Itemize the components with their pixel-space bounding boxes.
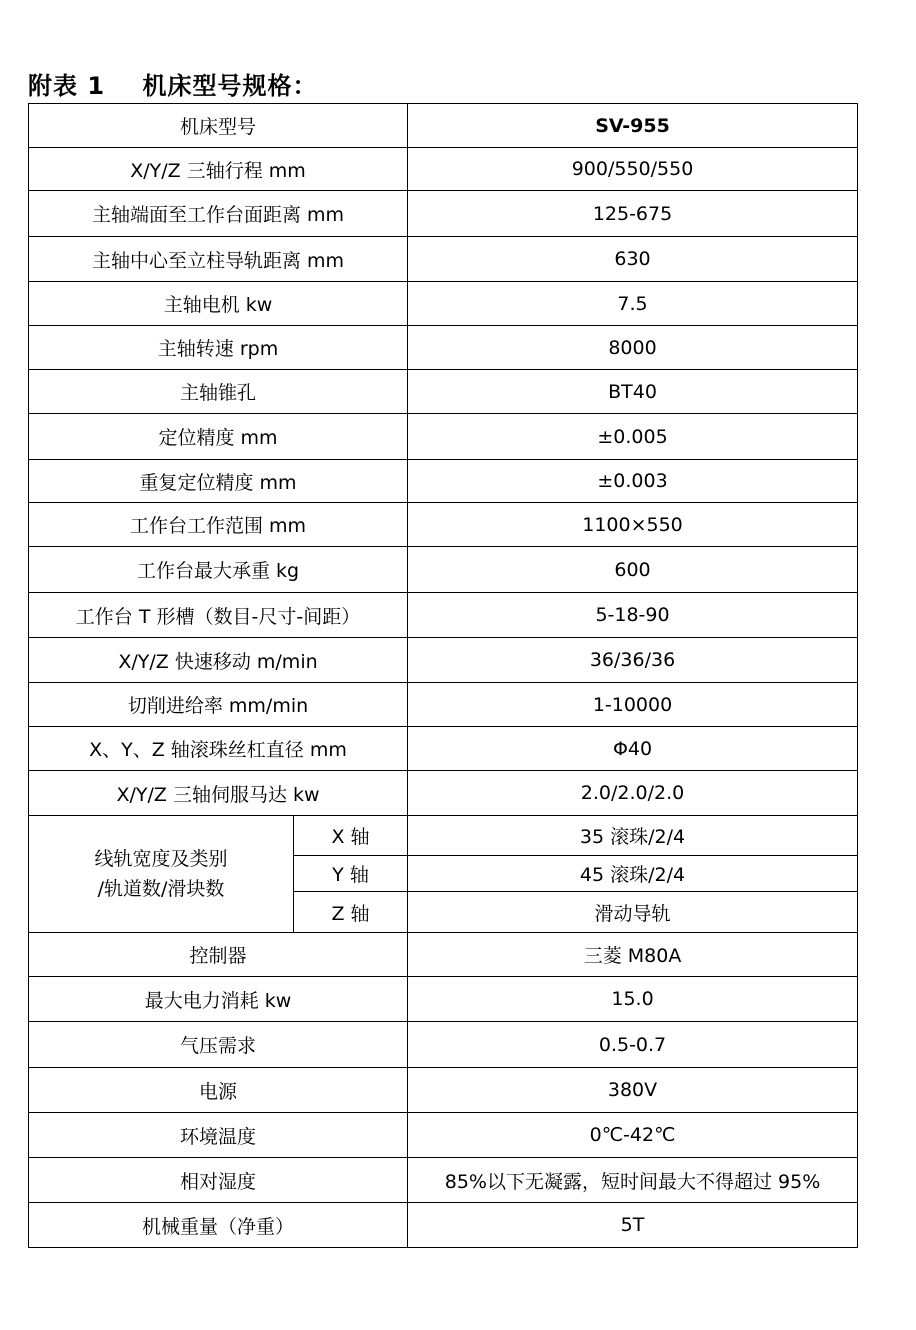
row-value: ±0.005 (408, 414, 858, 460)
row-value: 7.5 (408, 282, 858, 326)
rail-value: 35 滚珠/2/4 (408, 816, 858, 856)
row-label: 工作台工作范围 mm (29, 503, 408, 547)
row-value: 630 (408, 237, 858, 282)
rail-row-x (29, 816, 858, 856)
table-row (29, 771, 858, 816)
table-row (29, 1113, 858, 1158)
row-label: 电源 (29, 1068, 408, 1113)
row-value: 三菱 M80A (408, 933, 858, 977)
row-value: Φ40 (408, 727, 858, 771)
table-row (29, 1203, 858, 1248)
table-row (29, 237, 858, 282)
row-label: 机械重量（净重） (29, 1203, 408, 1248)
table-row (29, 282, 858, 326)
table-row (29, 933, 858, 977)
rail-label-line2: /轨道数/滑块数 (97, 878, 225, 900)
table-row (29, 148, 858, 191)
table-row (29, 593, 858, 638)
row-value: 36/36/36 (408, 638, 858, 683)
row-label: 主轴中心至立柱导轨距离 mm (29, 237, 408, 282)
table-row (29, 683, 858, 727)
table-row (29, 1022, 858, 1068)
rail-value: 滑动导轨 (408, 892, 858, 933)
header-model: SV-955 (408, 104, 858, 148)
row-label: 控制器 (29, 933, 408, 977)
row-value: 900/550/550 (408, 148, 858, 191)
spec-table (28, 103, 858, 1248)
row-value: 85%以下无凝露，短时间最大不得超过 95% (408, 1158, 858, 1203)
document-title: 附表 1 机床型号规格： (28, 72, 318, 100)
table-row (29, 326, 858, 370)
rail-value: 45 滚珠/2/4 (408, 856, 858, 892)
row-value: 5-18-90 (408, 593, 858, 638)
row-label: 相对湿度 (29, 1158, 408, 1203)
row-label: 定位精度 mm (29, 414, 408, 460)
row-label: 切削进给率 mm/min (29, 683, 408, 727)
row-value: 600 (408, 547, 858, 593)
row-value: 1-10000 (408, 683, 858, 727)
row-value: 0℃-42℃ (408, 1113, 858, 1158)
row-label: 主轴电机 kw (29, 282, 408, 326)
row-value: BT40 (408, 370, 858, 414)
header-label: 机床型号 (29, 104, 408, 148)
row-value: 8000 (408, 326, 858, 370)
row-label: 主轴锥孔 (29, 370, 408, 414)
table-row (29, 191, 858, 237)
row-label: X/Y/Z 三轴伺服马达 kw (29, 771, 408, 816)
rail-label-line1: 线轨宽度及类别 (94, 848, 228, 870)
table-row (29, 977, 858, 1022)
row-label: 工作台最大承重 kg (29, 547, 408, 593)
row-value: 2.0/2.0/2.0 (408, 771, 858, 816)
row-label: 气压需求 (29, 1022, 408, 1068)
table-header-row (29, 104, 858, 148)
table-row (29, 1068, 858, 1113)
row-label: X/Y/Z 快速移动 m/min (29, 638, 408, 683)
table-row (29, 460, 858, 503)
rail-axis-label: Z 轴 (294, 892, 408, 933)
row-value: 15.0 (408, 977, 858, 1022)
row-label: 环境温度 (29, 1113, 408, 1158)
row-label: 主轴转速 rpm (29, 326, 408, 370)
rail-axis-label: X 轴 (294, 816, 408, 856)
row-label: 主轴端面至工作台面距离 mm (29, 191, 408, 237)
rail-axis-label: Y 轴 (294, 856, 408, 892)
table-row (29, 727, 858, 771)
row-value: 5T (408, 1203, 858, 1248)
row-value: ±0.003 (408, 460, 858, 503)
table-row (29, 1158, 858, 1203)
table-row (29, 370, 858, 414)
table-row (29, 414, 858, 460)
table-row (29, 547, 858, 593)
row-label: 重复定位精度 mm (29, 460, 408, 503)
row-value: 0.5-0.7 (408, 1022, 858, 1068)
row-value: 125-675 (408, 191, 858, 237)
row-label: X、Y、Z 轴滚珠丝杠直径 mm (29, 727, 408, 771)
row-label: X/Y/Z 三轴行程 mm (29, 148, 408, 191)
table-row (29, 503, 858, 547)
row-value: 380V (408, 1068, 858, 1113)
rail-group-label (29, 816, 294, 933)
row-value: 1100×550 (408, 503, 858, 547)
table-row (29, 638, 858, 683)
row-label: 工作台 T 形槽（数目-尺寸-间距） (29, 593, 408, 638)
row-label: 最大电力消耗 kw (29, 977, 408, 1022)
